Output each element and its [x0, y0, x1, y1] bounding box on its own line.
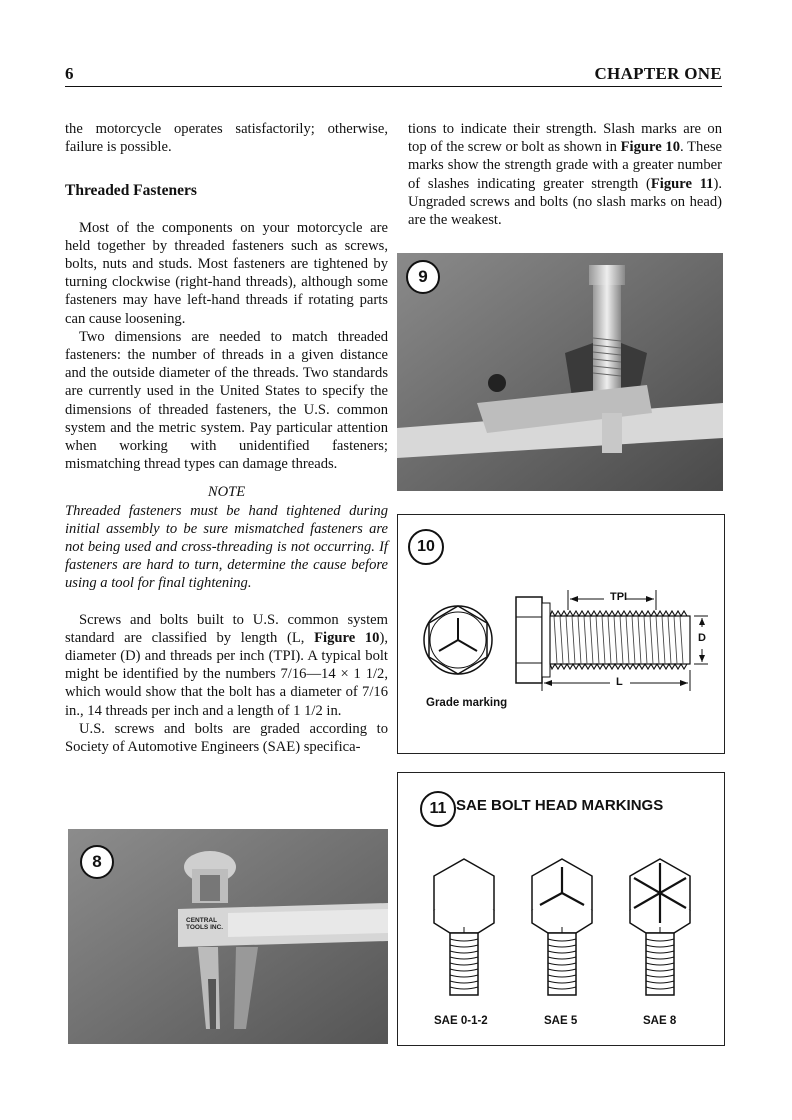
figure-9-number: 9	[406, 260, 440, 294]
right-text-b: . These marks show the strength grade with a greater number of slashes indicating greater strength (	[408, 139, 722, 192]
note-body: Threaded fasteners must be hand tightened during initial assembly to be sure mismatched fasteners are not being used and cross-threading is not occurring. If fasteners are hard to turn, determine the cause before using a tool for final tightening.	[65, 502, 388, 592]
length-label: L	[616, 676, 623, 688]
figure-8-number: 8	[80, 845, 114, 879]
paragraph-1: Most of the components on your motorcycle are held together by threaded fasteners such as screws, bolts, nuts and studs. Most fasteners are tightened by turning clockwise (right-hand threads), although some fasteners may have left-hand threads if rotating parts can cause loosening.	[65, 219, 388, 327]
right-text-c: ). Ungraded screws and bolts (no slash marks on head) are the weakest.	[408, 175, 722, 229]
label-sae-8: SAE 8	[643, 1015, 677, 1027]
caliper-photo	[68, 829, 388, 1044]
bolt-head-markings-diagram	[398, 773, 724, 1045]
figure-8-photo	[68, 829, 388, 1044]
intro-paragraph: the motorcycle operates satisfactorily; otherwise, failure is possible.	[65, 121, 388, 156]
note-title: NOTE	[207, 484, 246, 501]
paragraph-2: Two dimensions are needed to match threaded fasteners: the number of threads in a given distance and the outside diameter of the threads. Two standards are currently used in the United States to specify the dimensions of threaded fasteners, the U.S. common system and the metric system. Pay particular attention when working with unidentified fasteners; mismatching thread types can damage threads.	[65, 328, 388, 473]
paragraph-4: U.S. screws and bolts are graded according to Society of Automotive Engineers (SAE) specifica-	[65, 720, 388, 756]
figure-9-photo	[397, 253, 723, 491]
right-paragraph	[408, 120, 722, 229]
caliper-brand: CENTRAL TOOLS INC.	[186, 917, 224, 931]
right-text-a: tions to indicate their strength. Slash marks are on top of the screw or bolt as shown in	[408, 121, 722, 156]
right-column-text	[408, 120, 722, 229]
label-sae-5: SAE 5	[544, 1015, 578, 1027]
figure-11-ref[interactable]: Figure 11	[650, 175, 714, 192]
figure-10-ref[interactable]: Figure 10	[314, 629, 380, 646]
paragraph-3-b: ), diameter (D) and threads per inch (TPI). A typical bolt might be identified by the numbers 7/16—14 × 1 1/2, which would show that the bolt has a diameter of 7/16 in., 14 threads per inch and a length of 1 1/2 in.	[65, 629, 388, 719]
tpi-label: TPI	[610, 591, 628, 603]
bolt-dimension-diagram	[398, 515, 724, 753]
figure-11-number: 11	[420, 791, 456, 827]
chapter-title: CHAPTER ONE	[594, 64, 722, 83]
figure-10-ref-right[interactable]: Figure 10	[620, 139, 681, 156]
page-number: 6	[65, 64, 74, 83]
left-column	[65, 120, 388, 756]
paragraph-3-a: Screws and bolts built to U.S. common system standard are classified by length (L,	[65, 611, 388, 646]
header-rule	[65, 86, 722, 87]
figure-11	[397, 772, 725, 1046]
paragraph-3	[65, 611, 388, 720]
grade-marking-label: Grade marking	[426, 697, 508, 709]
diameter-label: D	[698, 632, 706, 644]
section-heading: Threaded Fasteners	[65, 182, 197, 200]
caliper-bolt-photo	[397, 253, 723, 491]
label-sae-0-1-2: SAE 0-1-2	[434, 1015, 488, 1027]
figure-10	[397, 514, 725, 754]
figure-10-number: 10	[408, 529, 444, 565]
figure-11-title: SAE BOLT HEAD MARKINGS	[456, 797, 664, 814]
